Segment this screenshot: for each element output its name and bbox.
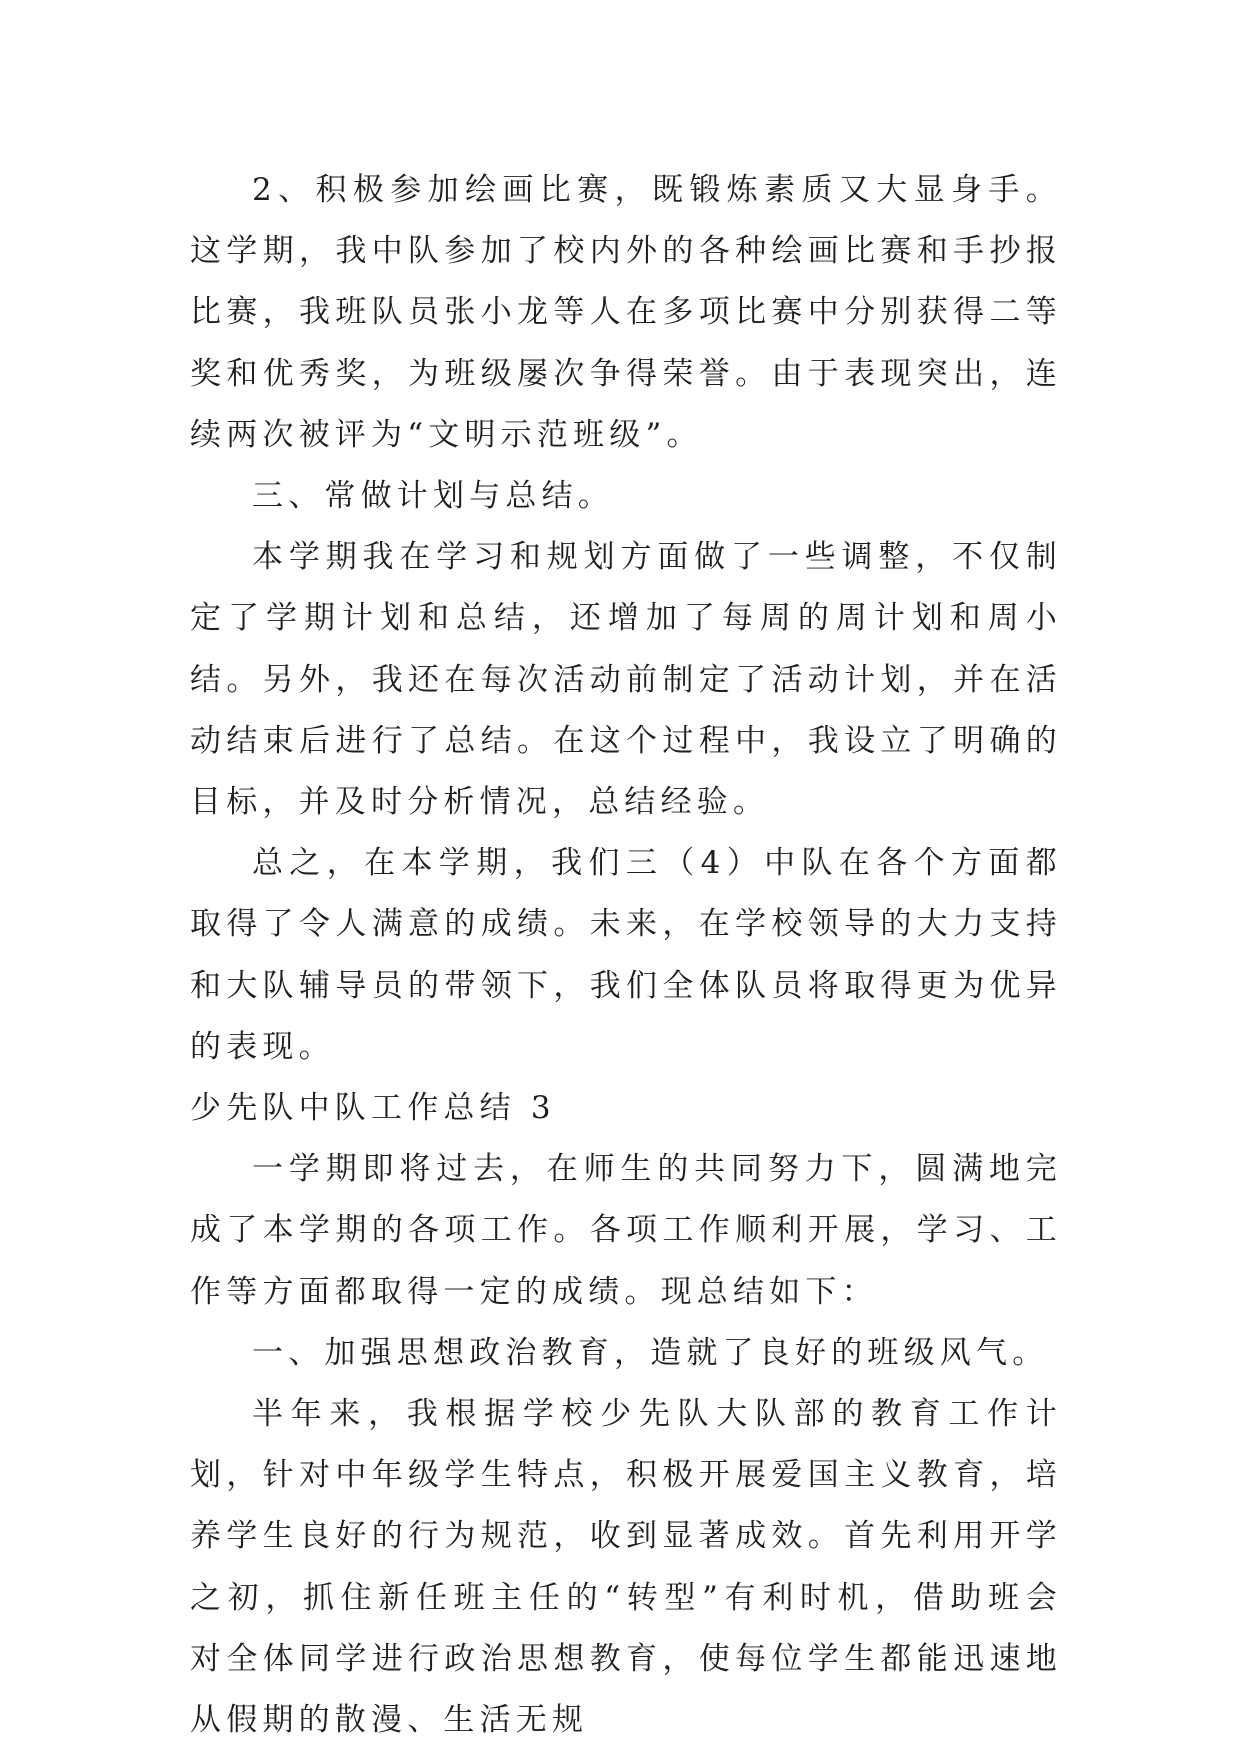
section-heading-ideology: 一、加强思想政治教育，造就了良好的班级风气。 [252,1334,1049,1371]
section-heading-plans: 三、常做计划与总结。 [252,478,614,515]
paragraph-plans: 本学期我在学习和规划方面做了一些调整，不仅制定了学期计划和总结，还增加了每周的周计划和周小结。另外，我还在每次活动前制定了活动计划，并在活动结束后进行了总结。在这个过程中，我设立了明确的目标，并及时分析情况，总结经验。 [190,539,1062,821]
document-body [190,160,1062,1751]
paragraph-conclusion: 总之，在本学期，我们三（4）中队在各个方面都取得了令人满意的成绩。未来，在学校领导的大力支持和大队辅导员的带领下，我们全体队员将取得更为优异的表现。 [190,845,1062,1065]
document-title-3: 少先队中队工作总结 3 [190,1090,556,1127]
paragraph-ideology: 半年来，我根据学校少先队大队部的教育工作计划，针对中年级学生特点，积极开展爱国主义教育，培养学生良好的行为规范，收到显著成效。首先利用开学之初，抓住新任班主任的“转型”有利时机，借助班会对全体同学进行政治思想教育，使每位学生都能迅速地从假期的散漫、生活无规 [190,1396,1062,1739]
paragraph-drawing-contest: 2、积极参加绘画比赛，既锻炼素质又大显身手。这学期，我中队参加了校内外的各种绘画比赛和手抄报比赛，我班队员张小龙等人在多项比赛中分别获得二等奖和优秀奖，为班级屡次争得荣誉。由于表现突出，连续两次被评为“文明示范班级”。 [190,172,1062,453]
paragraph-intro: 一学期即将过去，在师生的共同努力下，圆满地完成了本学期的各项工作。各项工作顺利开展，学习、工作等方面都取得一定的成绩。现总结如下： [190,1151,1062,1310]
